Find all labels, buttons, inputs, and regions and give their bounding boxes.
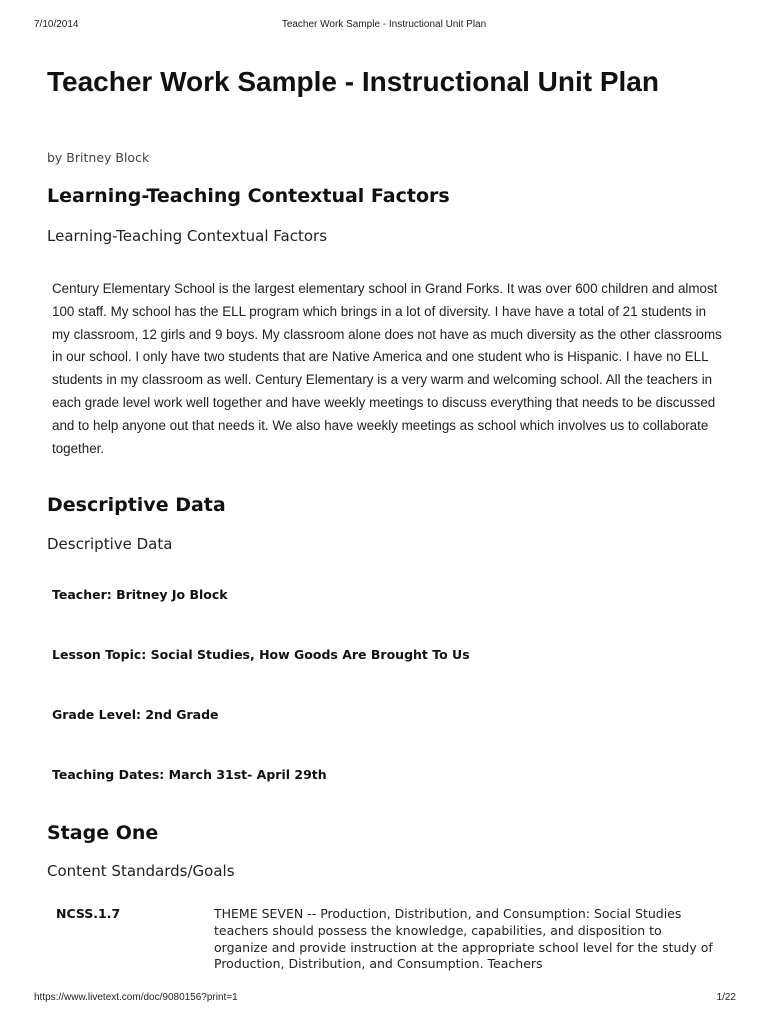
author-byline: by Britney Block: [47, 150, 150, 165]
section-heading-stage-one: Stage One: [47, 822, 159, 844]
lesson-topic-field: Lesson Topic: Social Studies, How Goods Are Brought To Us: [52, 647, 470, 662]
grade-level-field: Grade Level: 2nd Grade: [52, 707, 219, 722]
standard-code: NCSS.1.7: [56, 906, 121, 921]
section-heading-contextual-factors: Learning-Teaching Contextual Factors: [47, 185, 450, 207]
standard-description: THEME SEVEN -- Production, Distribution, and Consumption: Social Studies teachers should possess the knowledge, capabilities, and disposition to organize and provide instruction at the appropriate school level for the study of Production, Distribution, and Consumption. Teachers: [214, 906, 713, 972]
print-footer: [0, 992, 768, 1006]
subheading-content-standards: Content Standards/Goals: [47, 862, 235, 880]
subheading-contextual-factors: Learning-Teaching Contextual Factors: [47, 227, 328, 245]
print-date: 7/10/2014: [34, 19, 79, 30]
page-number: 1/22: [716, 992, 736, 1003]
print-header: [0, 19, 768, 33]
section-heading-descriptive-data: Descriptive Data: [47, 494, 226, 516]
document-title: Teacher Work Sample - Instructional Unit Plan: [47, 66, 659, 97]
teaching-dates-field: Teaching Dates: March 31st- April 29th: [52, 767, 327, 782]
print-page-title: Teacher Work Sample - Instructional Unit Plan: [281, 19, 487, 30]
teacher-field: Teacher: Britney Jo Block: [52, 587, 228, 602]
contextual-factors-paragraph: Century Elementary School is the largest elementary school in Grand Forks. It was over 600 children and almost 100 staff. My school has the ELL program which brings in a lot of diversity. I have have a total of 21 students in my classroom, 12 girls and 9 boys. My classroom alone does not have as much diversity as the other classrooms in our school. I only have two students that are Native America and one student who is Hispanic. I have no ELL students in my classroom as well. Century Elementary is a very warm and welcoming school. All the teachers in each grade level work well together and have weekly meetings to discuss everything that needs to be discussed and to help anyone out that needs it. We also have weekly meetings as school which involves us to collaborate together.: [52, 281, 722, 456]
subheading-descriptive-data: Descriptive Data: [47, 535, 173, 553]
print-url: https://www.livetext.com/doc/9080156?print=1: [34, 992, 238, 1003]
